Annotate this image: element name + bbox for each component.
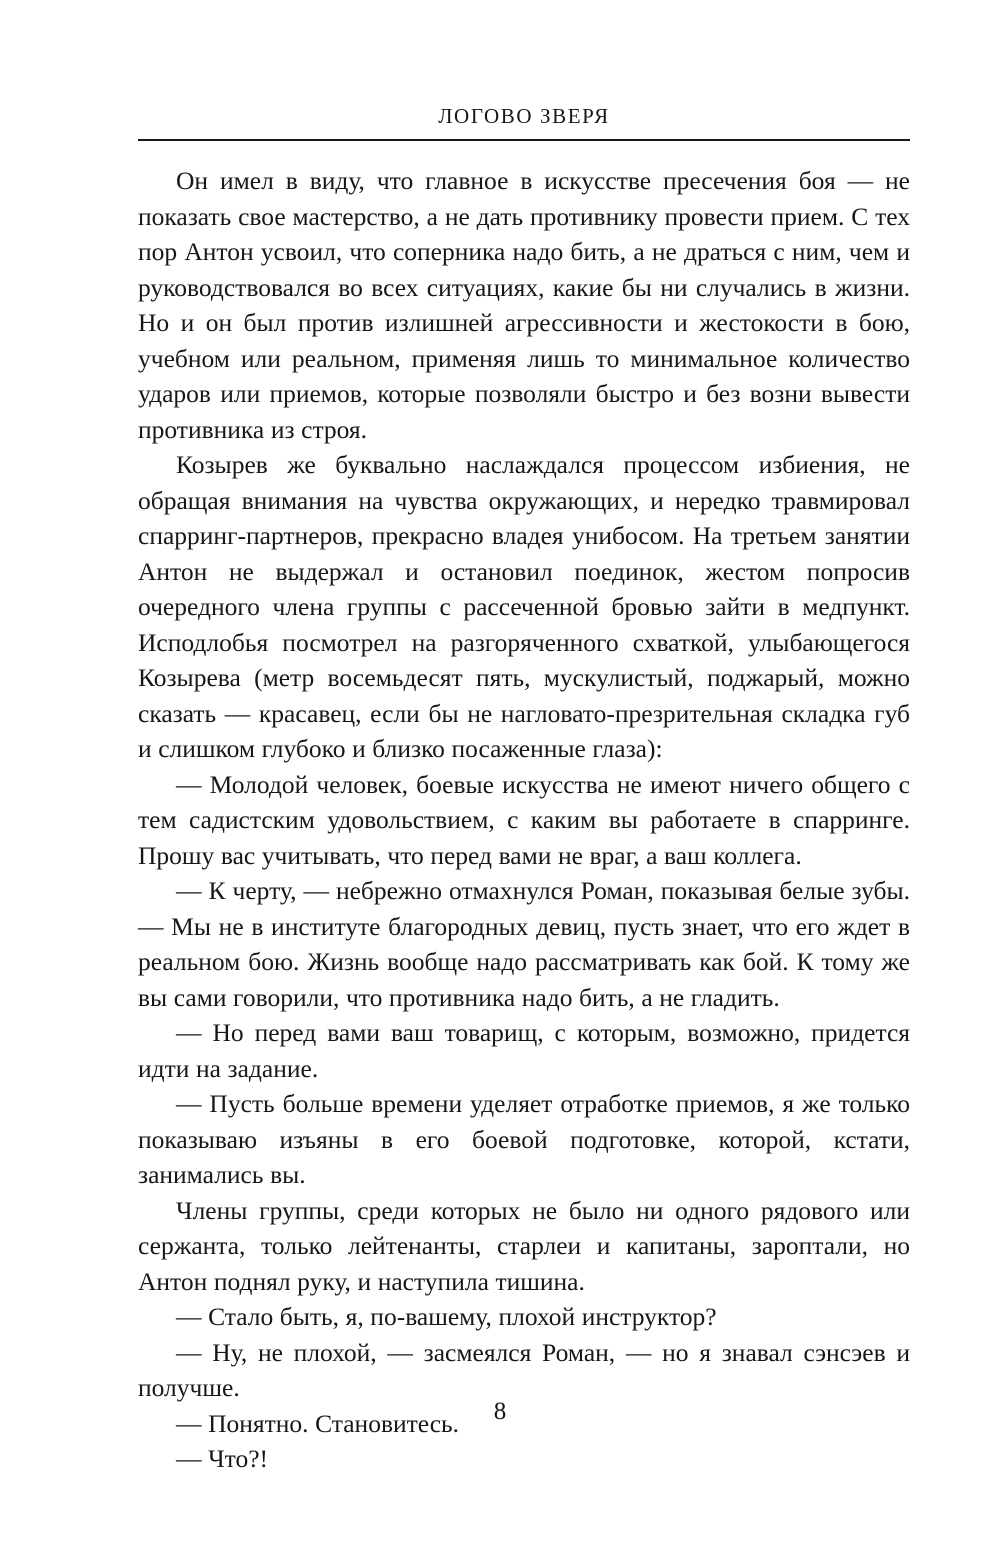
paragraph: Он имел в виду, что главное в искусстве пресечения боя — не показать свое мастерство, а не дать противнику провести прием. С тех пор Антон усвоил, что соперника надо бить, а не драться с ним, чем и руководствовался во всех ситуациях, какие бы ни случались в жизни. Но и он был против излишней агрессивности и жестокости в бою, учебном или реальном, применяя лишь то минимальное количество ударов или приемов, которые позволяли быстро и без возни вывести противника из строя. xyxy=(138,166,910,444)
paragraph: — Пусть больше времени уделяет отработке приемов, я же только показываю изъяны в его боевой подготовке, которой, кстати, занимались вы. xyxy=(138,1089,910,1189)
paragraph: — Но перед вами ваш товарищ, с которым, возможно, придется идти на задание. xyxy=(138,1018,910,1083)
paragraph: — Молодой человек, боевые искусства не имеют ничего общего с тем садистским удовольствием, с каким вы работаете в спарринге. Прошу вас учитывать, что перед вами не враг, а ваш коллега. xyxy=(138,769,910,870)
paragraph: — Понятно. Становитесь. xyxy=(176,1408,460,1438)
body-text xyxy=(138,163,910,1477)
paragraph: — К черту, — небрежно отмахнулся Роман, показывая белые зубы. — Мы не в институте благородных девиц, пусть знает, что его ждет в реальном бою. Жизнь вообще надо рассматривать как бой. К тому же вы сами говорили, что противника надо бить, а не гладить. xyxy=(138,876,910,1012)
header-divider xyxy=(138,139,910,141)
paragraph: Члены группы, среди которых не было ни одного рядового или сержанта, только лейтенанты, старлеи и капитаны, зароптали, но Антон поднял руку, и наступила тишина. xyxy=(138,1195,910,1296)
paragraph: — Стало быть, я, по-вашему, плохой инструктор? xyxy=(176,1302,717,1331)
page-content xyxy=(138,104,910,1477)
running-head: ЛОГОВО ЗВЕРЯ xyxy=(438,104,610,128)
paragraph: — Что?! xyxy=(176,1444,269,1473)
paragraph: Козырев же буквально наслаждался процессом избиения, не обращая внимания на чувства окружающих, и нередко травмировал спарринг-партнеров, прекрасно владея унибосом. На третьем занятии Антон не выдержал и остановил поединок, жестом попросив очередного члена группы с рассеченной бровью зайти в медпункт. Исподлобья посмотрел на разгоряченного схваткой, улыбающегося Козырева (метр восемьдесят пять, мускулистый, поджарый, можно сказать — красавец, если бы не нагловато-презрительная складка губ и слишком глубоко и близко посаженные глаза): xyxy=(138,450,910,763)
paragraph: — Ну, не плохой, — засмеялся Роман, — но я знавал сэнсэев и получше. xyxy=(138,1337,910,1402)
page-number: 8 xyxy=(493,1398,507,1425)
